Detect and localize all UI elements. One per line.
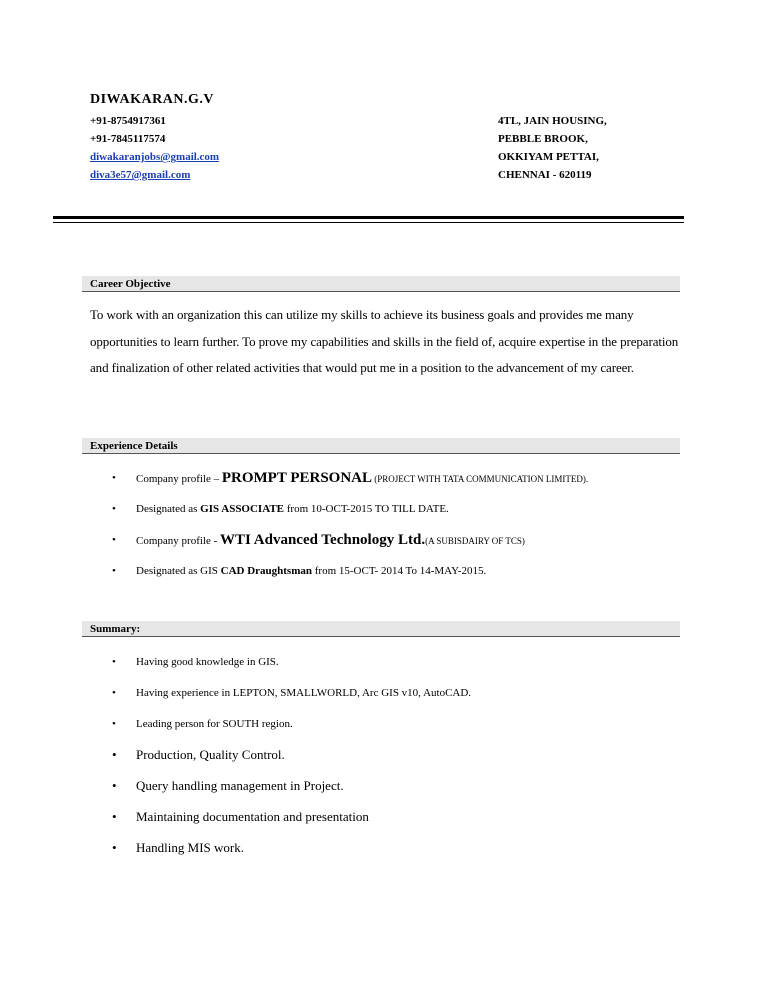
phone-1: +91-8754917361 [90,115,166,127]
contact-block [90,112,219,184]
list-item: • Leading person for SOUTH region. [90,715,471,746]
phone-2: +91-7845117574 [90,133,166,145]
list-item: • Designated as GIS ASSOCIATE from 10-OCT-2015 TO TILL DATE. [90,500,588,531]
experience-heading: Experience Details [82,438,680,454]
header-divider-thick [53,216,684,219]
address-line: PEBBLE BROOK, [498,133,588,145]
list-item: • Handling MIS work. [90,839,369,870]
header-divider-thin [53,222,684,223]
list-item: • Query handling management in Project. [90,777,369,808]
summary-list-large [90,746,369,870]
experience-list [90,469,588,593]
list-item: • Having good knowledge in GIS. [90,653,471,684]
list-item: • Company profile - WTI Advanced Technology Ltd.(A SUBISDAIRY OF TCS) [90,531,588,562]
summary-list-small [90,653,471,746]
career-objective-heading: Career Objective [82,276,680,292]
list-item: • Designated as GIS CAD Draughtsman from 15-OCT- 2014 To 14-MAY-2015. [90,562,588,593]
resume-name: DIWAKARAN.G.V [90,92,214,107]
list-item: • Maintaining documentation and presentation [90,808,369,839]
address-line: OKKIYAM PETTAI, [498,151,599,163]
list-item: • Production, Quality Control. [90,746,369,777]
email-link-2[interactable]: diva3e57@gmail.com [90,169,191,181]
career-objective-text: To work with an organization this can utilize my skills to achieve its business goals and provides me many opportunities to learn further. To prove my capabilities and skills in the field of, acquire expertise in the preparation and finalization of other related activities that would put me in a position to the advancement of my career. [90,307,679,375]
list-item: • Company profile – PROMPT PERSONAL (PROJECT WITH TATA COMMUNICATION LIMITED). [90,469,588,500]
summary-heading: Summary: [82,621,680,637]
email-link-1[interactable]: diwakaranjobs@gmail.com [90,151,220,163]
address-line: CHENNAI - 620119 [498,169,592,181]
address-line: 4TL, JAIN HOUSING, [498,115,607,127]
list-item: • Having experience in LEPTON, SMALLWORLD, Arc GIS v10, AutoCAD. [90,684,471,715]
address-block [498,112,607,184]
